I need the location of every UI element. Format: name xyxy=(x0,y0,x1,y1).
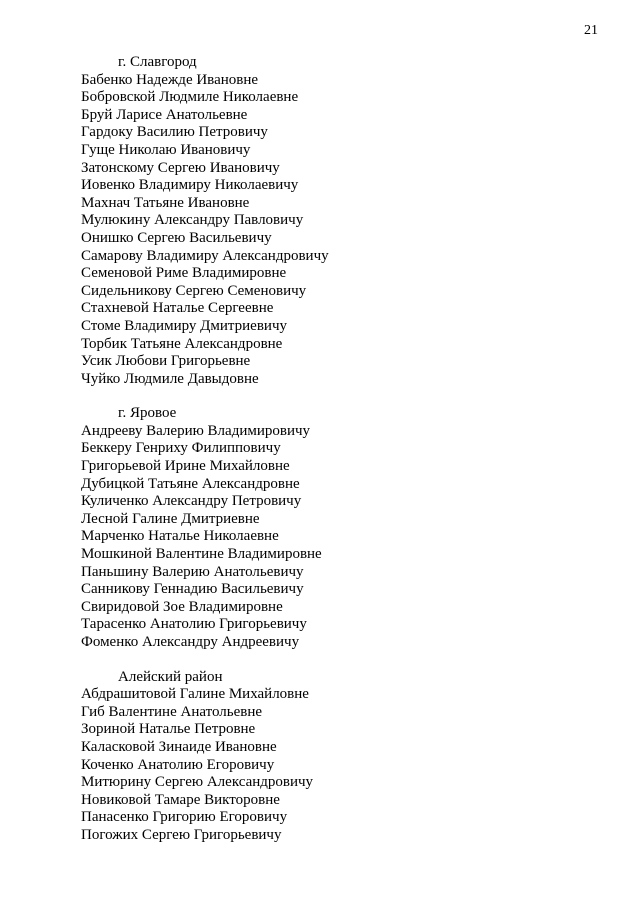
list-item: Санникову Геннадию Васильевичу xyxy=(81,581,304,598)
list-item: Коченко Анатолию Егоровичу xyxy=(81,756,275,773)
document-body xyxy=(81,54,581,862)
list-item: Самарову Владимиру Александровичу xyxy=(81,247,329,264)
list-item: Иовенко Владимиру Николаевичу xyxy=(81,177,299,194)
list-item: Чуйко Людмиле Давыдовне xyxy=(81,370,259,387)
list-item: Свиридовой Зое Владимировне xyxy=(81,598,283,615)
list-item: Торбик Татьяне Александровне xyxy=(81,335,283,352)
section-yarovoe xyxy=(81,405,581,651)
list-item: Беккеру Генриху Филипповичу xyxy=(81,440,281,457)
list-item: Зориной Наталье Петровне xyxy=(81,721,256,738)
list-item: Андрееву Валерию Владимировичу xyxy=(81,422,311,439)
section-heading: г. Славгород xyxy=(118,54,197,70)
list-item: Лесной Галине Дмитриевне xyxy=(81,510,260,527)
list-item: Гиб Валентине Анатольевне xyxy=(81,703,263,720)
list-item: Усик Любови Григорьевне xyxy=(81,353,251,370)
list-item: Гуще Николаю Ивановичу xyxy=(81,141,251,158)
section-heading: г. Яровое xyxy=(118,405,177,422)
list-item: Панасенко Григорию Егоровичу xyxy=(81,809,288,826)
list-item: Григорьевой Ирине Михайловне xyxy=(81,458,290,475)
list-item: Стоме Владимиру Дмитриевичу xyxy=(81,317,287,334)
list-item: Семеновой Риме Владимировне xyxy=(81,265,287,282)
list-item: Мошкиной Валентине Владимировне xyxy=(81,546,322,563)
section-heading: Алейский район xyxy=(118,668,223,685)
list-item: Абдрашитовой Галине Михайловне xyxy=(81,686,309,703)
list-item: Бобровской Людмиле Николаевне xyxy=(81,89,299,106)
list-item: Митюрину Сергею Александровичу xyxy=(81,774,314,791)
section-aleysky-district xyxy=(81,669,581,845)
list-item: Бабенко Надежде Ивановне xyxy=(81,71,259,88)
list-item: Погожих Сергею Григорьевичу xyxy=(81,826,282,843)
list-item: Новиковой Тамаре Викторовне xyxy=(81,791,280,808)
list-item: Мулюкину Александру Павловичу xyxy=(81,212,304,229)
section-slavgorod xyxy=(81,54,581,388)
list-item: Дубицкой Татьяне Александровне xyxy=(81,475,300,492)
list-item: Бруй Ларисе Анатольевне xyxy=(81,106,248,123)
list-item: Фоменко Александру Андреевичу xyxy=(81,634,300,650)
list-item: Марченко Наталье Николаевне xyxy=(81,528,279,545)
list-item: Затонскому Сергею Ивановичу xyxy=(81,159,280,176)
list-item: Гардоку Василию Петровичу xyxy=(81,124,268,141)
list-item: Тарасенко Анатолию Григорьевичу xyxy=(81,616,307,633)
list-item: Сидельникову Сергею Семеновичу xyxy=(81,282,307,299)
page-number: 21 xyxy=(584,23,598,38)
list-item: Паньшину Валерию Анатольевичу xyxy=(81,563,304,580)
list-item: Каласковой Зинаиде Ивановне xyxy=(81,738,277,755)
list-item: Онишко Сергею Васильевичу xyxy=(81,229,272,246)
list-item: Куличенко Александру Петровичу xyxy=(81,493,302,510)
list-item: Стахневой Наталье Сергеевне xyxy=(81,300,274,317)
list-item: Махнач Татьяне Ивановне xyxy=(81,194,250,211)
